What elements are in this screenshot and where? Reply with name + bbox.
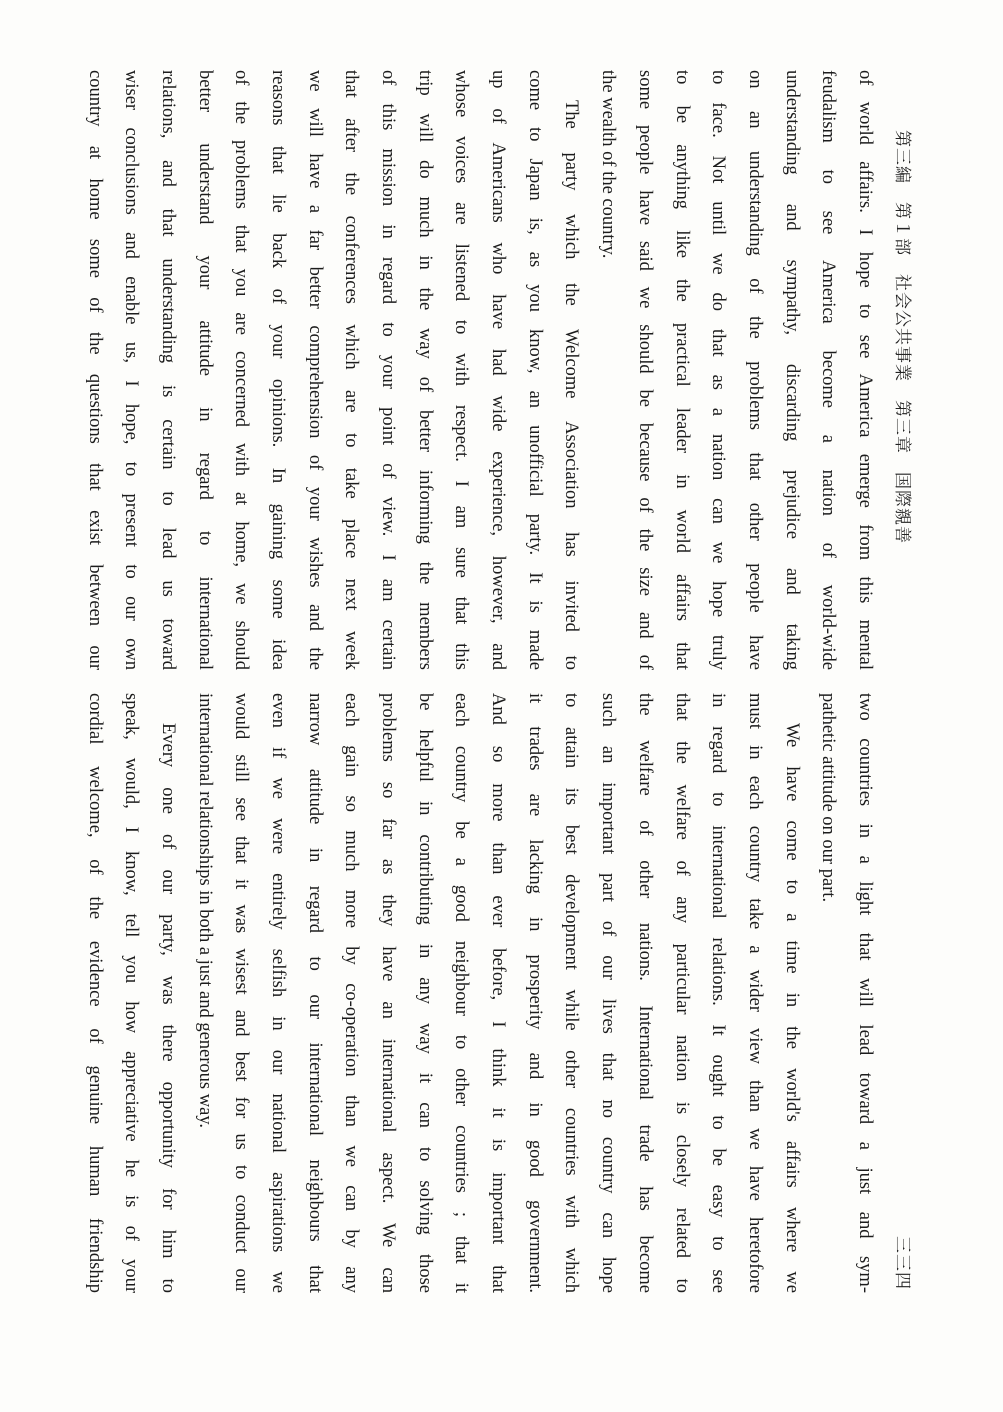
text-line: country at home some of the questions that exist between our (84, 70, 105, 670)
text-line: problems so far as they have an international aspect. We can (378, 693, 399, 1293)
text-line: of this mission in regard to your point of view. I am certain (378, 70, 399, 670)
text-line: And so more than ever before, I think it is important that (488, 693, 509, 1293)
text-line: that after the conferences which are to take place next week (341, 70, 362, 670)
text-line: up of Americans who have had wide experience, however, and (488, 70, 509, 670)
text-line: some people have said we should be because of the size and of (634, 70, 655, 670)
page-number: 三三四 (892, 1236, 912, 1290)
text-line: speak, would, I know, tell you how appreciative he is of your (121, 693, 142, 1293)
text-line: of world affairs. I hope to see America emerge from this mental (855, 70, 875, 670)
text-line: it trades are lacking in prosperity and in good government. (524, 693, 545, 1293)
text-line: whose voices are listened to with respect. I am sure that this (451, 70, 472, 670)
text-line: of the problems that you are concerned with at home, we should (231, 70, 252, 670)
paragraph-start-line: The party which the Welcome Association has invited to (561, 100, 582, 670)
text-line: each country be a good neighbour to other countries ; that it (451, 693, 472, 1293)
text-line: trip will do much in the way of better informing the members (414, 70, 435, 670)
paragraph-start-line: Every one of our party, was there opportunity for him to (157, 723, 178, 1293)
text-line: such an important part of our lives that no country can hope (598, 693, 619, 1293)
text-line: cordial welcome, of the evidence of genuine human friendship (84, 693, 105, 1293)
text-line: on an understanding of the problems that other people have (744, 70, 765, 670)
text-line: that the welfare of any particular nation is closely related to (671, 693, 692, 1293)
text-column-right (76, 693, 883, 1293)
paragraph-start-line: We have come to a time in the world's affairs where we (781, 723, 802, 1293)
text-line: must in each country take a wider view than we have heretofore (744, 693, 765, 1293)
text-line: be helpful in contributing in any way it can to solving those (414, 693, 435, 1293)
text-line: wiser conclusions and enable us, I hope, to present to our own (121, 70, 142, 670)
text-line: to be anything like the practical leader in world affairs that (671, 70, 692, 670)
text-line: reasons that lie back of your opinions. In gaining some idea (268, 70, 288, 670)
text-column-left (76, 70, 883, 670)
running-head: 第三編 第１部 社会公共事業 第三章 国際親善 (892, 130, 912, 544)
text-line: to attain its best development while other countries with which (561, 693, 582, 1293)
text-line: we will have a far better comprehension of your wishes and the (304, 70, 325, 670)
paragraph-end-line: international relationships in both a just and generous way. (194, 693, 215, 1128)
text-line: each gain so much more by co-operation than we can by any (341, 693, 362, 1293)
text-line: in regard to international relations. It ought to be easy to see (708, 693, 729, 1293)
text-line: even if we were entirely selfish in our national aspirations we (268, 693, 288, 1293)
page-header (887, 130, 917, 1290)
text-line: the welfare of other nations. International trade has become (634, 693, 655, 1293)
text-line: two countries in a light that will lead toward a just and sym- (855, 693, 875, 1293)
paragraph-end-line: pathetic attitude on our part. (818, 693, 839, 903)
text-line: to face. Not until we do that as a nation can we hope truly (708, 70, 729, 670)
text-line: come to Japan is, as you know, an unofficial party. It is made (524, 70, 545, 670)
text-line: would still see that it was wisest and best for us to conduct our (231, 693, 252, 1293)
text-line: relations, and that understanding is certain to lead us toward (157, 70, 178, 670)
text-line: narrow attitude in regard to our international neighbours that (304, 693, 325, 1293)
text-line: better understand your attitude in regard to international (194, 70, 215, 670)
text-line: understanding and sympathy, discarding prejudice and taking (781, 70, 802, 670)
paragraph-end-line: the wealth of the country. (598, 70, 619, 259)
text-line: feudalism to see America become a nation of world-wide (818, 70, 839, 670)
